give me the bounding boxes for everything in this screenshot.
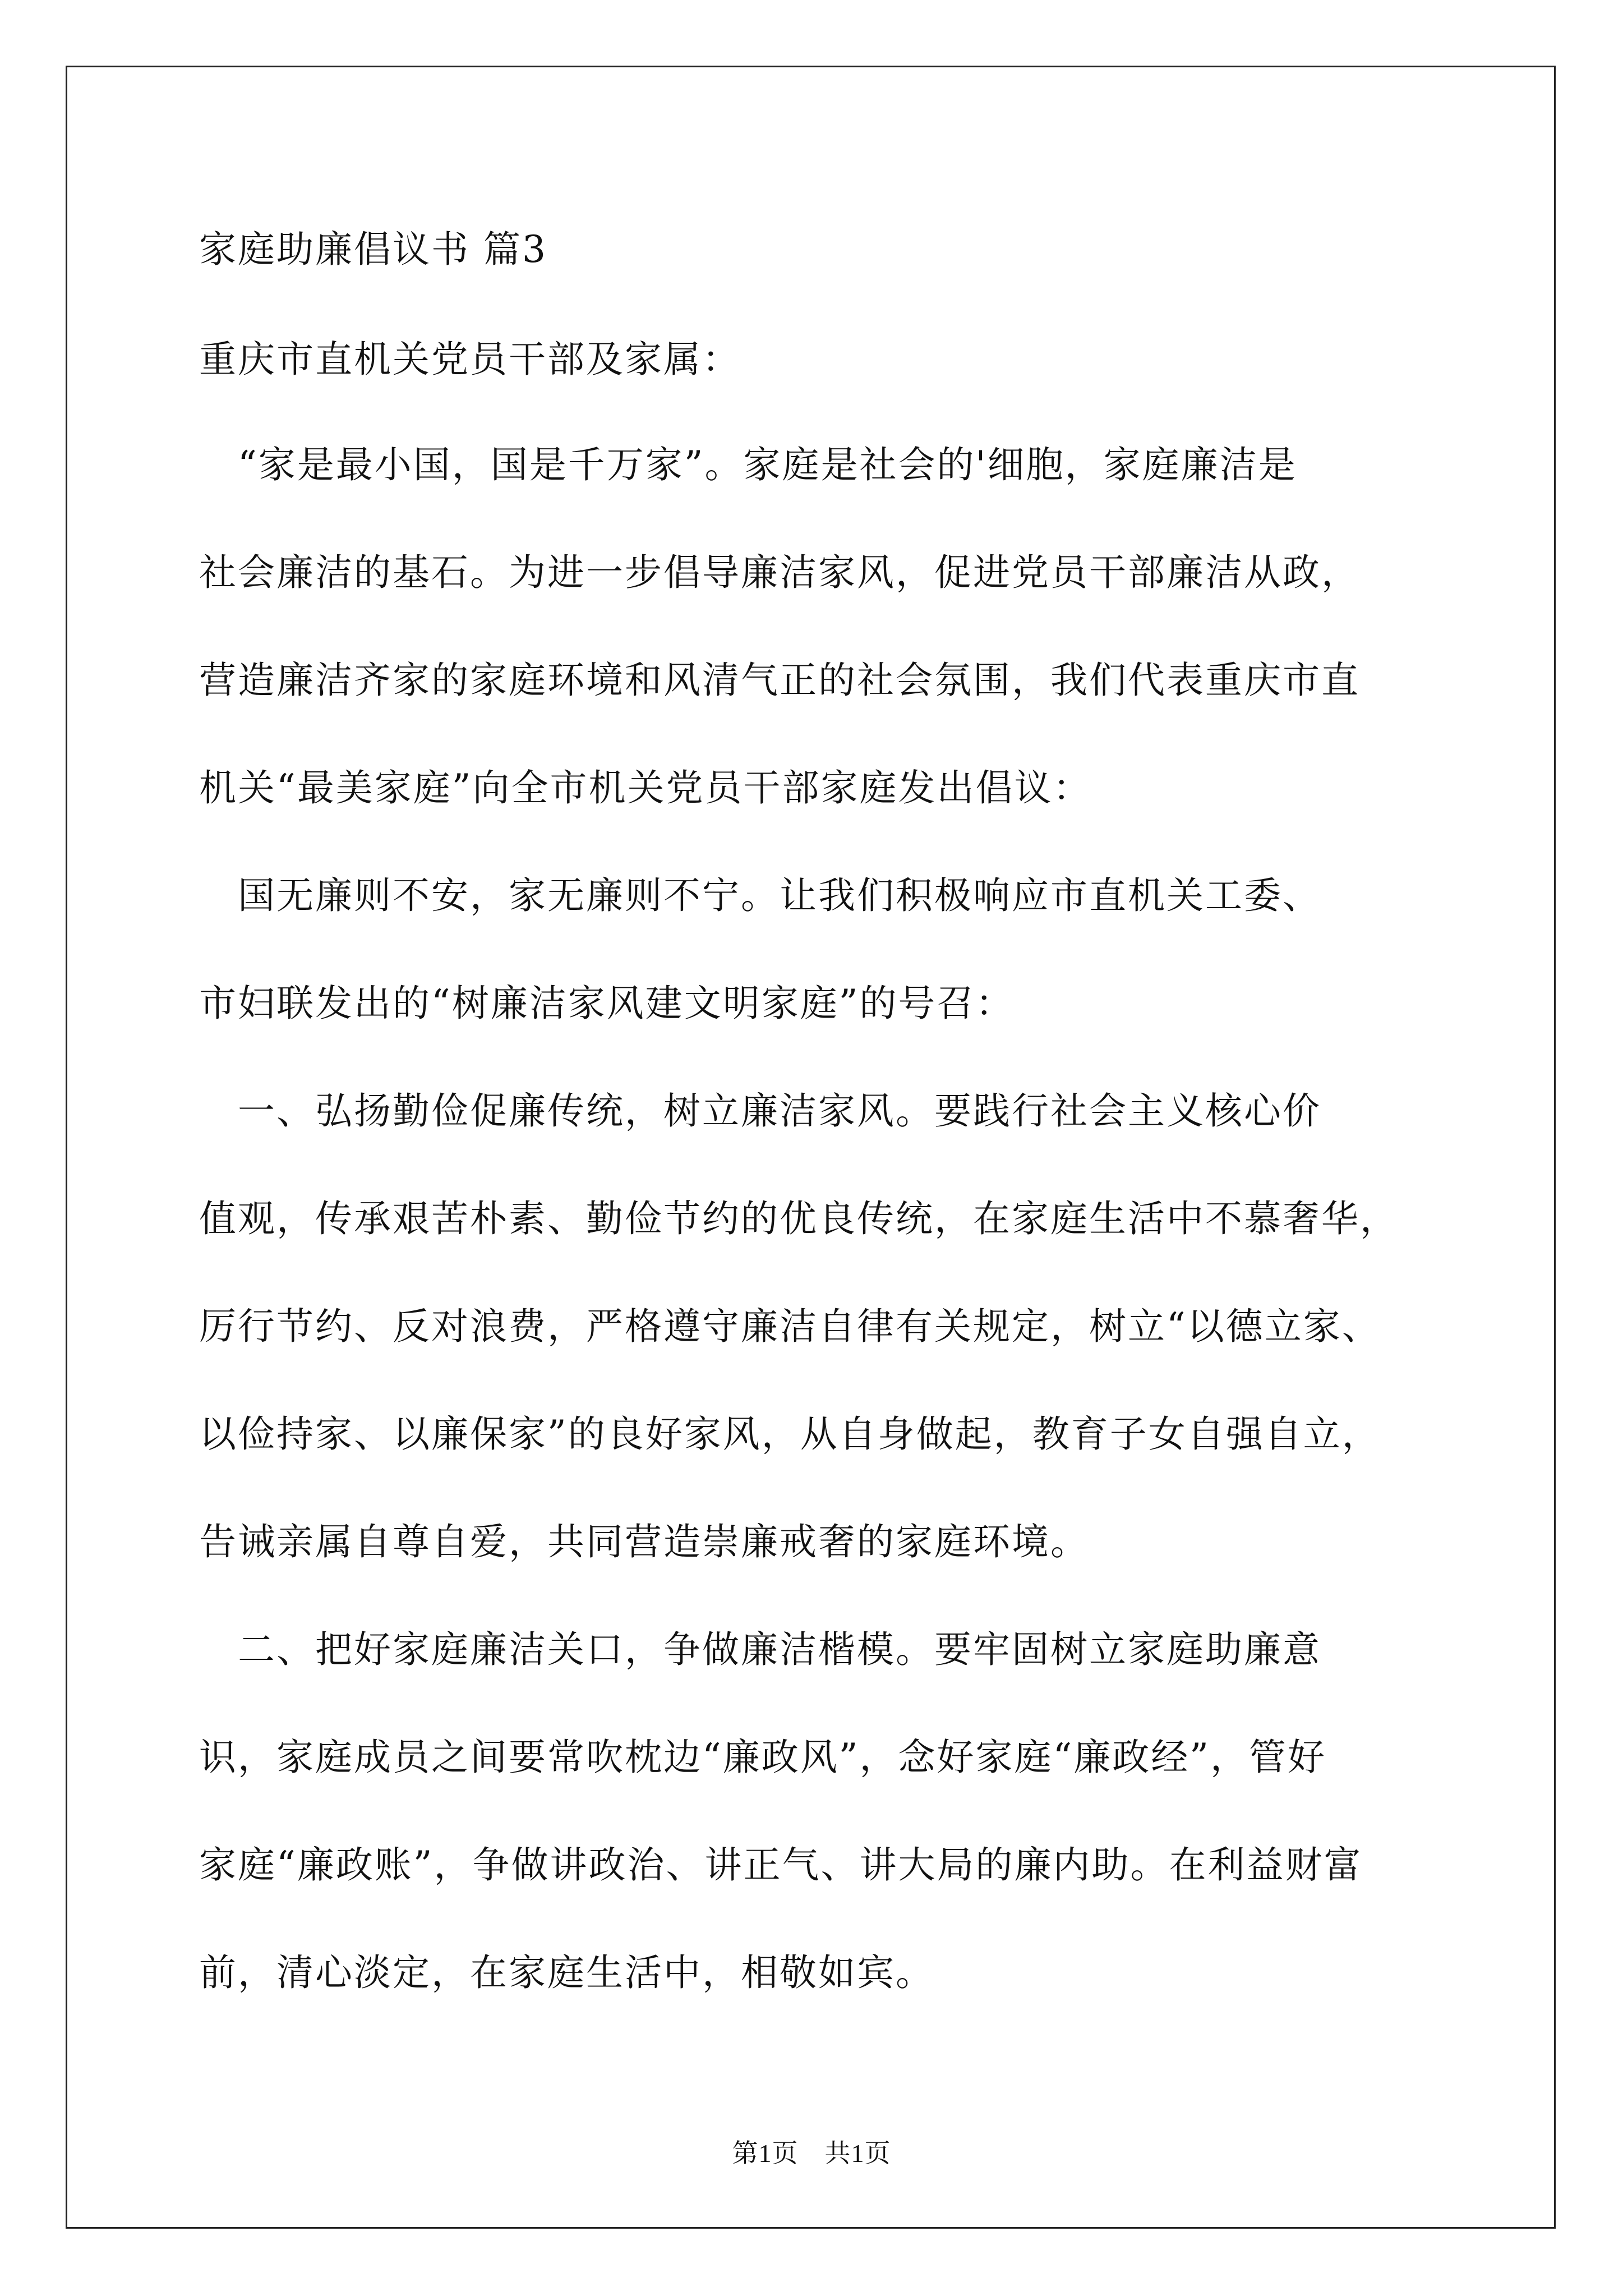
paragraph-line: 营造廉洁齐家的家庭环境和风清气正的社会氛围，我们代表重庆市直	[199, 659, 1360, 702]
paragraph-line: 二、把好家庭廉洁关口，争做廉洁楷模。要牢固树立家庭助廉意	[199, 1628, 1321, 1671]
paragraph-line: 机关“最美家庭”向全市机关党员干部家庭发出倡议：	[199, 766, 1092, 809]
paragraph-line: 国无廉则不安，家无廉则不宁。让我们积极响应市直机关工委、	[199, 874, 1321, 917]
paragraph-line: 家庭“廉政账”，争做讲政治、讲正气、讲大局的廉内助。在利益财富	[199, 1843, 1363, 1887]
paragraph-line: 告诫亲属自尊自爱，共同营造崇廉戒奢的家庭环境。	[199, 1520, 1089, 1563]
paragraph-line: 社会廉洁的基石。为进一步倡导廉洁家风，促进党员干部廉洁从政，	[199, 551, 1360, 594]
paragraph-line: 市妇联发出的“树廉洁家风建文明家庭”的号召：	[199, 982, 1015, 1025]
page-border	[66, 66, 1556, 2229]
page-footer: 第1页 共1页	[732, 2139, 891, 2168]
paragraph-line: 前，清心淡定，在家庭生活中，相敬如宾。	[199, 1951, 934, 1994]
document-title: 家庭助廉倡议书 篇3	[199, 228, 547, 271]
paragraph-line: 以俭持家、以廉保家”的良好家风，从自身做起，教育子女自强自立，	[199, 1412, 1381, 1456]
paragraph-line: 厉行节约、反对浪费，严格遵守廉洁自律有关规定，树立“以德立家、	[199, 1305, 1381, 1348]
paragraph-line: “家是最小国，国是千万家”。家庭是社会的'细胞，家庭廉洁是	[199, 443, 1297, 486]
paragraph-line: 一、弘扬勤俭促廉传统，树立廉洁家风。要践行社会主义核心价	[199, 1089, 1321, 1133]
paragraph-line: 值观，传承艰苦朴素、勤俭节约的优良传统，在家庭生活中不慕奢华，	[199, 1197, 1399, 1240]
salutation: 重庆市直机关党员干部及家属：	[199, 338, 741, 381]
paragraph-line: 识，家庭成员之间要常吹枕边“廉政风”，念好家庭“廉政经”，管好	[199, 1736, 1326, 1779]
